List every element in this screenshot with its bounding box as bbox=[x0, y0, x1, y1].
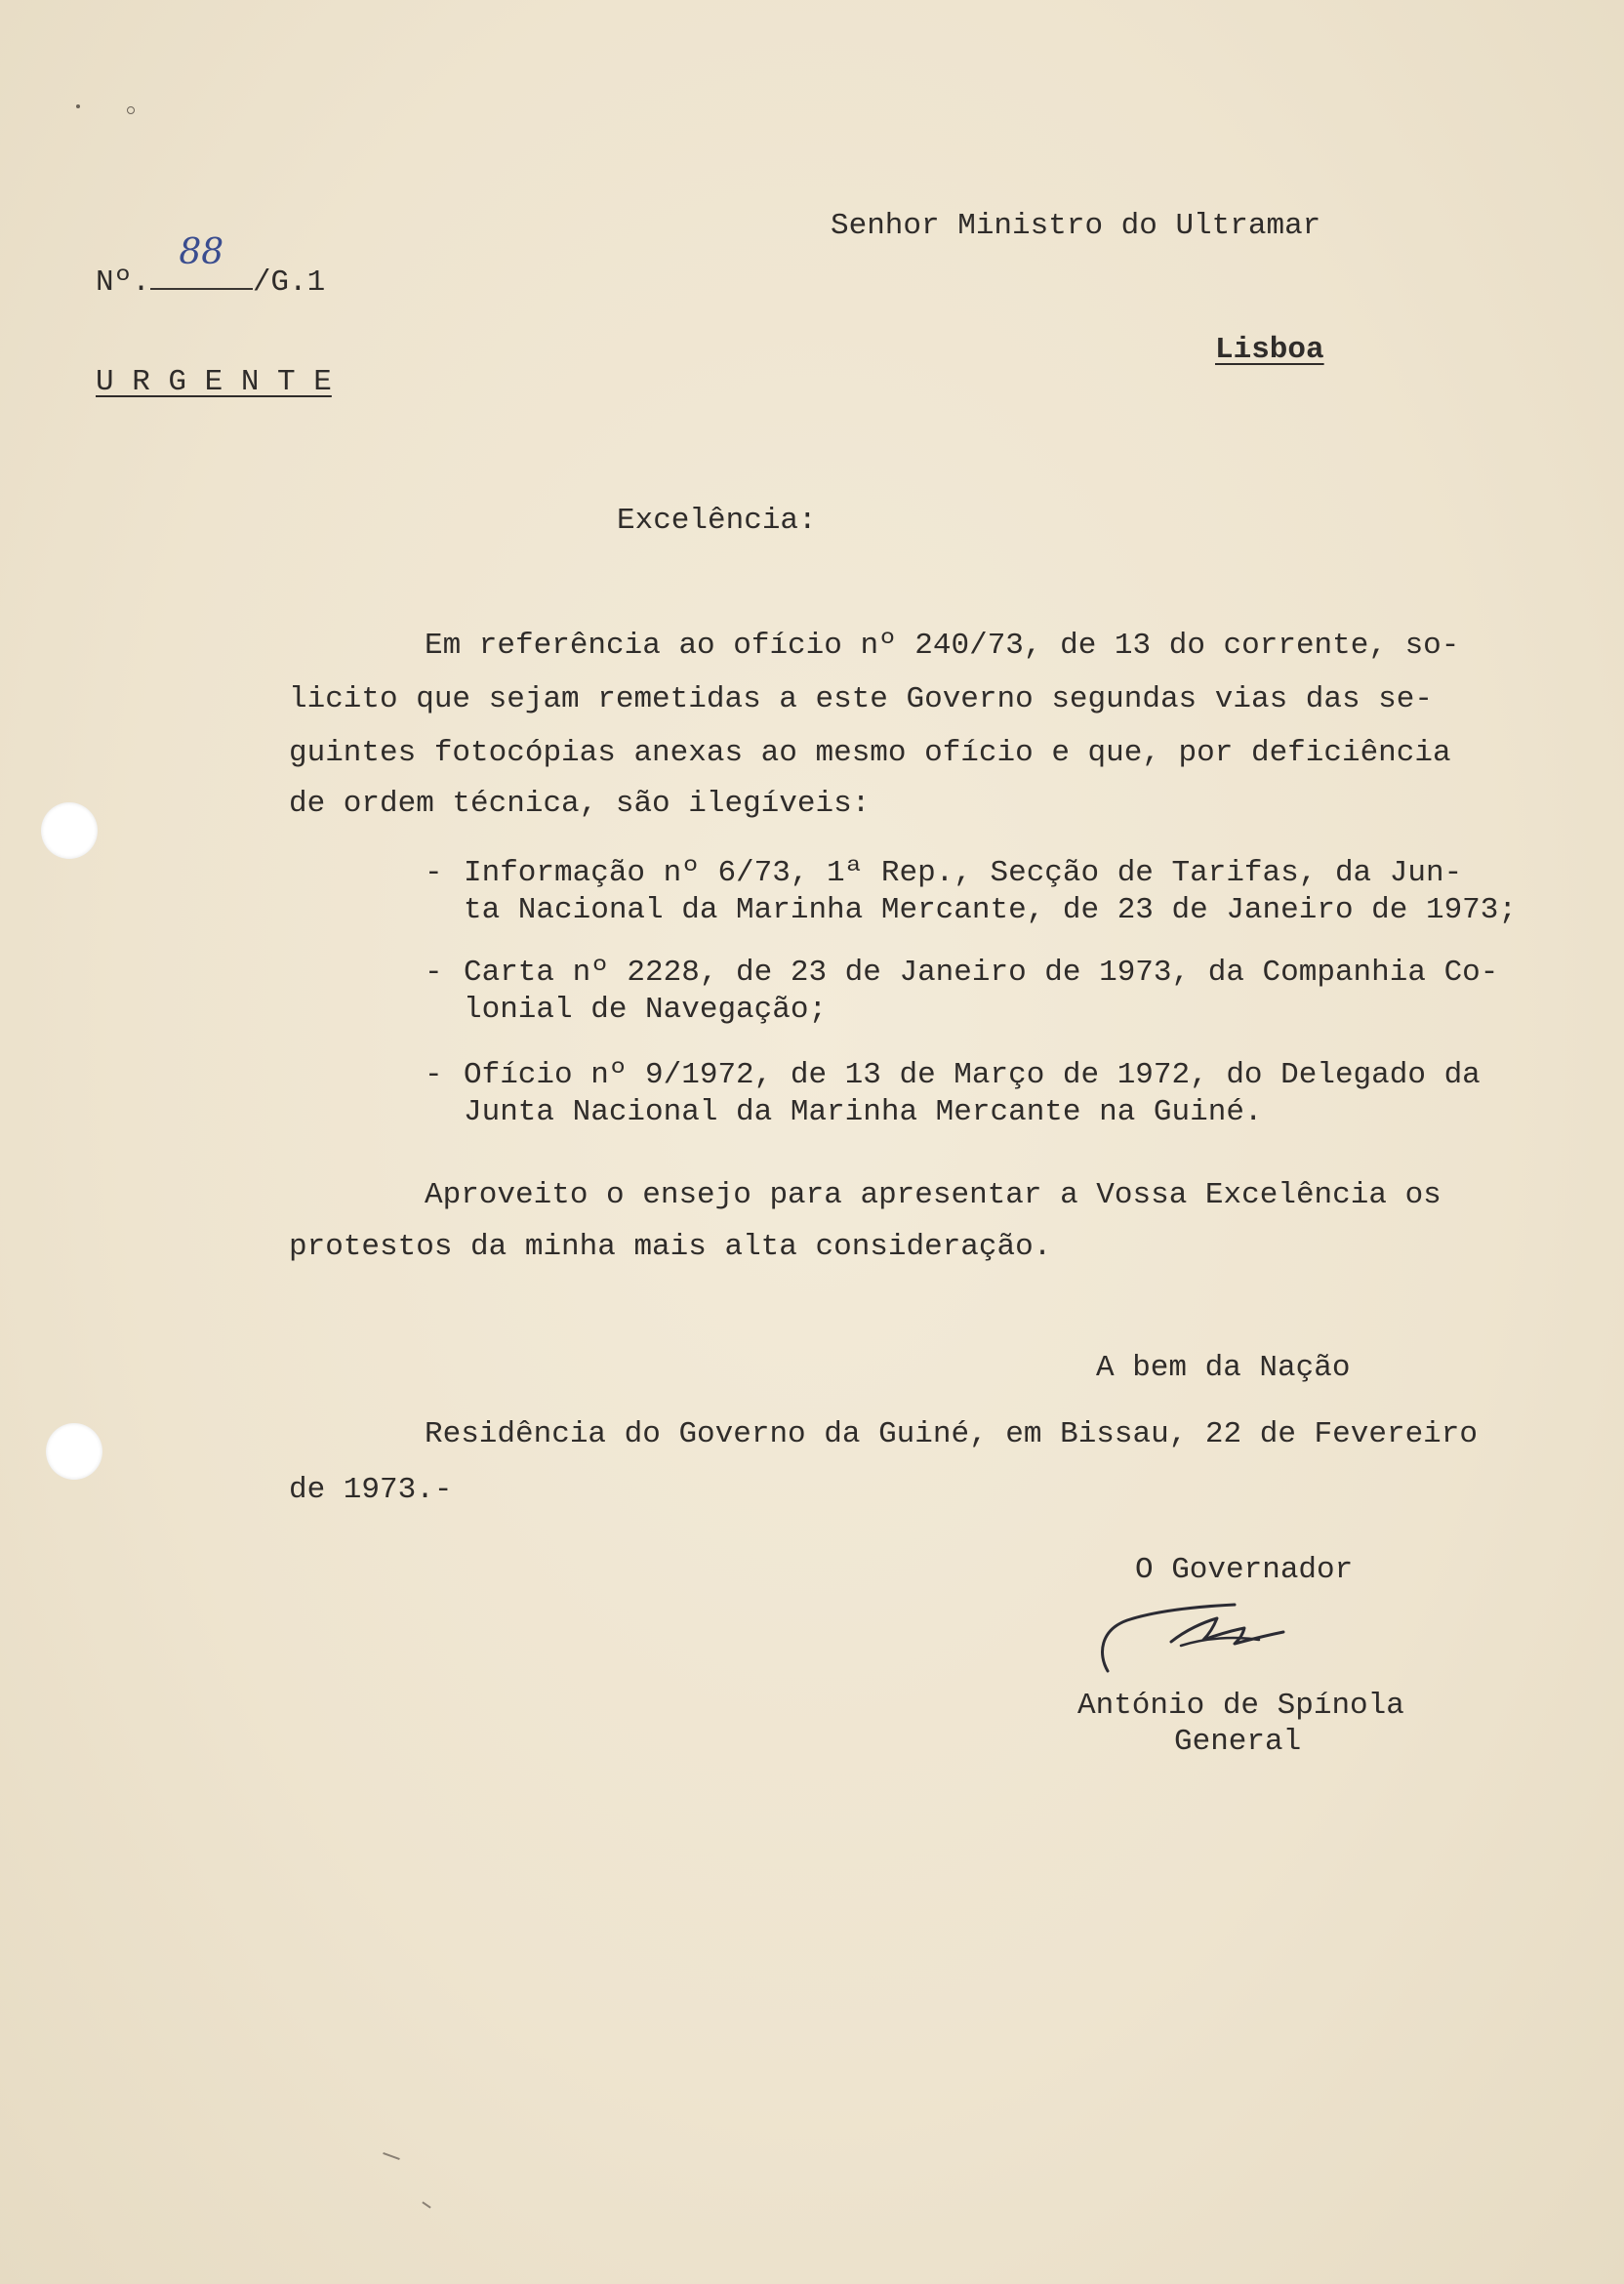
reference-blank bbox=[150, 232, 253, 290]
handwritten-signature bbox=[1088, 1601, 1322, 1679]
valediction: A bem da Nação bbox=[1096, 1351, 1351, 1385]
list-item-2-dash: - bbox=[425, 956, 443, 990]
punch-hole bbox=[46, 1423, 102, 1480]
list-item-2-line-1: Carta nº 2228, de 23 de Janeiro de 1973, da Companhia Co- bbox=[464, 956, 1499, 990]
paragraph-1-line-4: de ordem técnica, são ilegíveis: bbox=[289, 787, 871, 821]
handwritten-reference-number: 88 bbox=[179, 232, 224, 272]
salutation: Excelência: bbox=[617, 504, 817, 538]
closing-line-1: Aproveito o ensejo para apresentar a Vossa Excelência os bbox=[425, 1178, 1441, 1212]
list-item-1-line-1: Informação nº 6/73, 1ª Rep., Secção de Tarifas, da Jun- bbox=[464, 856, 1463, 890]
paragraph-1-line-3: guintes fotocópias anexas ao mesmo ofício e que, por deficiência bbox=[289, 736, 1451, 770]
paragraph-1-line-2: licito que sejam remetidas a este Governo segundas vias das se- bbox=[289, 682, 1433, 716]
place-date-line-2: de 1973.- bbox=[289, 1473, 453, 1507]
list-item-3-dash: - bbox=[425, 1058, 443, 1092]
addressee-title: Senhor Ministro do Ultramar bbox=[831, 209, 1321, 243]
paragraph-1-line-1: Em referência ao ofício nº 240/73, de 13 do corrente, so- bbox=[425, 629, 1460, 663]
list-item-3-line-2: Junta Nacional da Marinha Mercante na Guiné. bbox=[464, 1095, 1263, 1129]
list-item-2-line-2: lonial de Navegação; bbox=[464, 993, 828, 1027]
reference-suffix: /G.1 bbox=[252, 265, 326, 300]
closing-line-2: protestos da minha mais alta consideração. bbox=[289, 1230, 1052, 1264]
signatory-role: O Governador bbox=[1135, 1553, 1354, 1587]
punch-hole bbox=[41, 802, 98, 859]
paper-mark bbox=[383, 2152, 400, 2160]
paper-speck bbox=[76, 104, 80, 108]
list-item-1-line-2: ta Nacional da Marinha Mercante, de 23 de Janeiro de 1973; bbox=[464, 893, 1517, 927]
urgency-label: U R G E N T E bbox=[96, 365, 332, 399]
addressee-city: Lisboa bbox=[1215, 333, 1324, 367]
reference-prefix: Nº. bbox=[96, 265, 150, 300]
signatory-name: António de Spínola bbox=[1077, 1689, 1404, 1723]
signatory-rank: General bbox=[1174, 1725, 1302, 1759]
place-date-line-1: Residência do Governo da Guiné, em Bissau, 22 de Fevereiro bbox=[425, 1417, 1478, 1451]
list-item-1-dash: - bbox=[425, 856, 443, 890]
paper-mark bbox=[422, 2201, 430, 2208]
list-item-3-line-1: Ofício nº 9/1972, de 13 de Março de 1972, do Delegado da bbox=[464, 1058, 1481, 1092]
reference-number bbox=[96, 232, 326, 301]
paper-speck bbox=[127, 106, 135, 114]
